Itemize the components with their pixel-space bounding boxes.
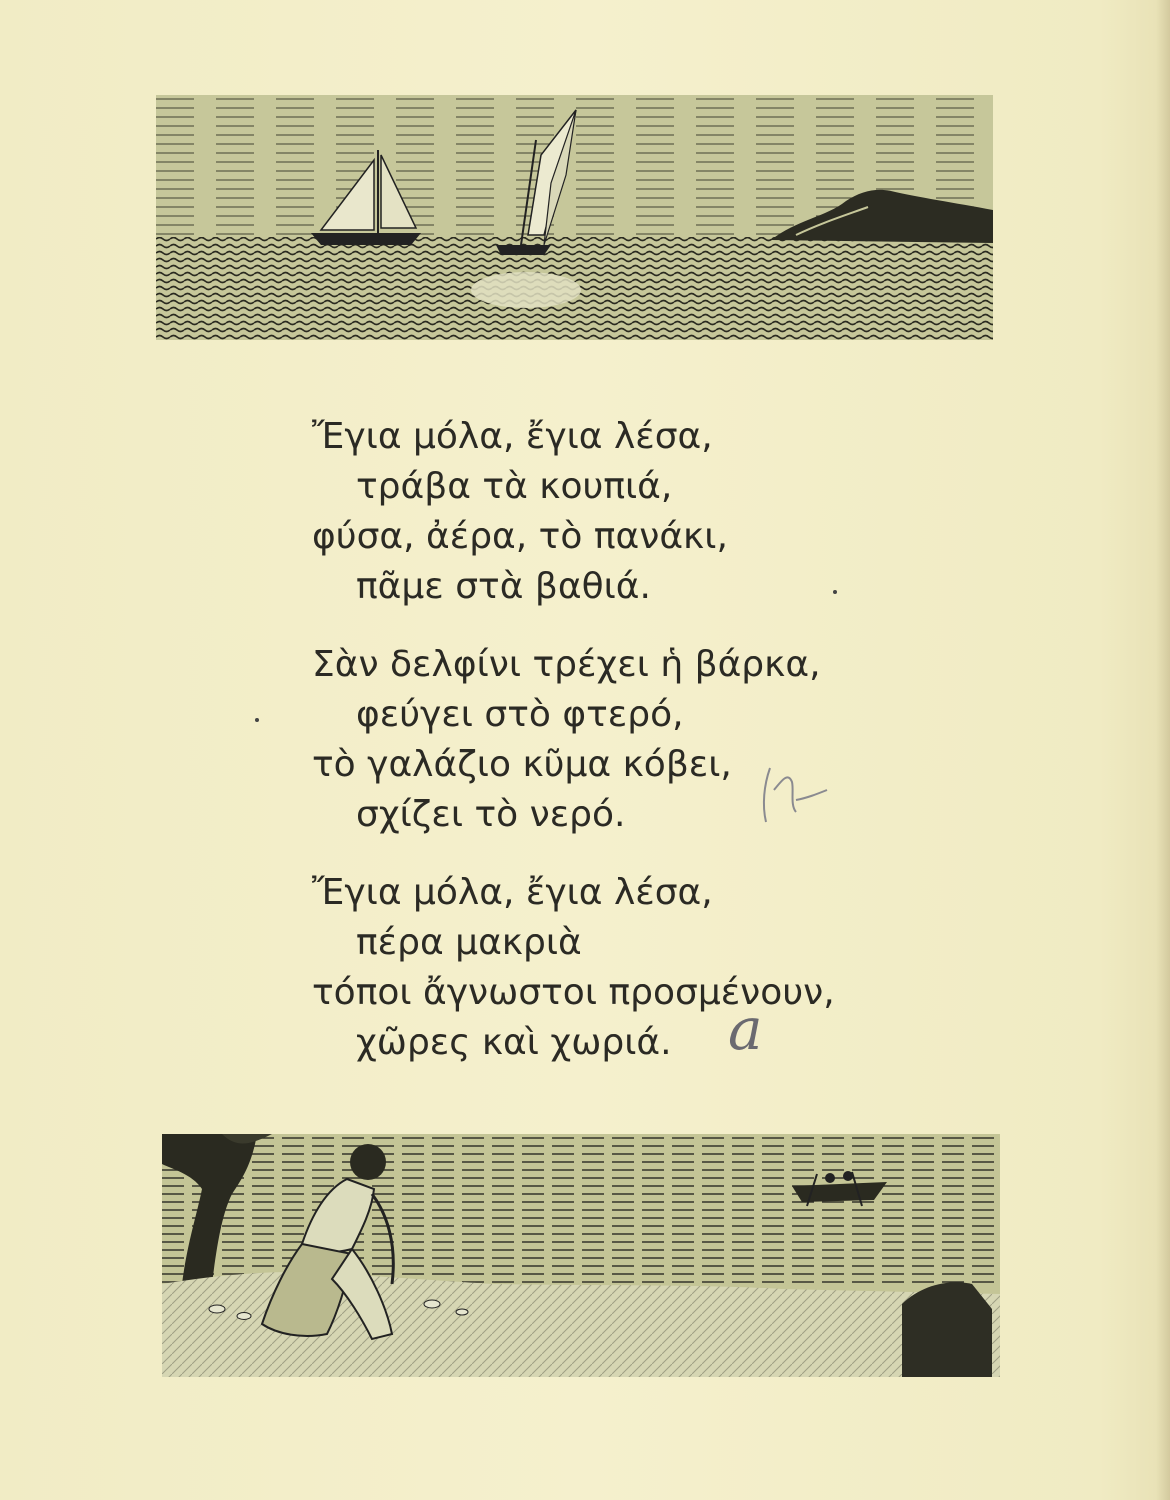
- poem-line: τόποι ἄγνωστοι προσμένουν,: [312, 972, 835, 1013]
- page-edge-shadow: [1156, 0, 1170, 1500]
- poem: [312, 412, 952, 1096]
- poem-line: φύσα, ἀέρα, τὸ πανάκι,: [312, 516, 728, 557]
- poem-line: Ἔγια μόλα, ἔγια λέσα,: [312, 416, 713, 457]
- shore-engraving: [162, 1134, 1000, 1377]
- poem-stanza-3: [312, 868, 952, 1068]
- pencil-scribble: [752, 760, 832, 830]
- poem-line: τράβα τὰ κουπιά,: [356, 466, 673, 507]
- poem-line: πέρα μακριὰ: [356, 922, 582, 963]
- poem-line: φεύγει στὸ φτερό,: [356, 694, 684, 735]
- poem-stanza-1: [312, 412, 952, 612]
- speck: [833, 590, 837, 594]
- poem-stanza-2: [312, 640, 952, 840]
- sailboats-illustration: [156, 95, 993, 340]
- poem-line: σχίζει τὸ νερό.: [356, 794, 626, 835]
- poem-line: Ἔγια μόλα, ἔγια λέσα,: [312, 872, 713, 913]
- handwritten-mark: a: [728, 995, 763, 1063]
- poem-line: τὸ γαλάζιο κῦμα κόβει,: [312, 744, 732, 785]
- poem-line: Σὰν δελφίνι τρέχει ἡ βάρκα,: [312, 644, 821, 685]
- poem-line: πᾶμε στὰ βαθιά.: [356, 566, 651, 607]
- speck: [255, 718, 259, 722]
- shore-illustration: [162, 1134, 1000, 1377]
- poem-line: χῶρες καὶ χωριά.: [356, 1022, 672, 1063]
- sailboats-engraving: [156, 95, 993, 340]
